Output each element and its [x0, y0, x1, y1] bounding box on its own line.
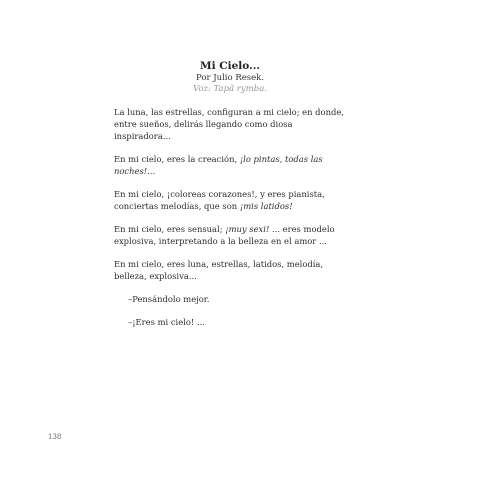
- poem-stanza: [114, 258, 346, 282]
- stanza-text: En mi cielo, eres sensual;: [114, 224, 226, 234]
- poem-stanza: [114, 153, 346, 177]
- page-number: 138: [48, 433, 62, 441]
- poem-title: Mi Cielo...: [199, 60, 261, 72]
- poem-stanza: [114, 316, 346, 328]
- stanza-text: –¡Eres mi cielo! ...: [128, 317, 205, 327]
- stanza-text: –Pensándolo mejor.: [128, 294, 210, 304]
- stanza-italic-text: ¡lo pintas, todas las noches!...: [114, 154, 323, 176]
- stanza-italic-text: ¡mis latidos!: [239, 201, 293, 211]
- stanza-text: En mi cielo, eres la creación,: [114, 154, 240, 164]
- poem-author: Por Julio Resek.: [195, 73, 265, 83]
- stanza-text: En mi cielo, eres luna, estrellas, latidos, melodía, belleza, explosiva...: [114, 259, 324, 281]
- poem-stanza: [114, 223, 346, 247]
- poem-stanza: [114, 106, 346, 142]
- poem-voice-credit: Voz: Tapã rymba.: [193, 84, 267, 94]
- stanza-text: En mi cielo, ¡coloreas corazones!, y eres pianista, conciertas melodías, que son: [114, 189, 325, 211]
- poem-heading: [100, 60, 360, 95]
- poem-stanza: [114, 293, 346, 305]
- poem-body: [114, 106, 346, 339]
- stanza-text: La luna, las estrellas, configuran a mi cielo; en donde, entre sueños, delirás llegando como diosa inspiradora...: [114, 107, 344, 141]
- stanza-text: ... eres modelo explosiva, interpretando a la belleza en el amor ...: [114, 224, 335, 246]
- poem-stanza: [114, 188, 346, 212]
- stanza-italic-text: ¡muy sexi!: [225, 224, 270, 234]
